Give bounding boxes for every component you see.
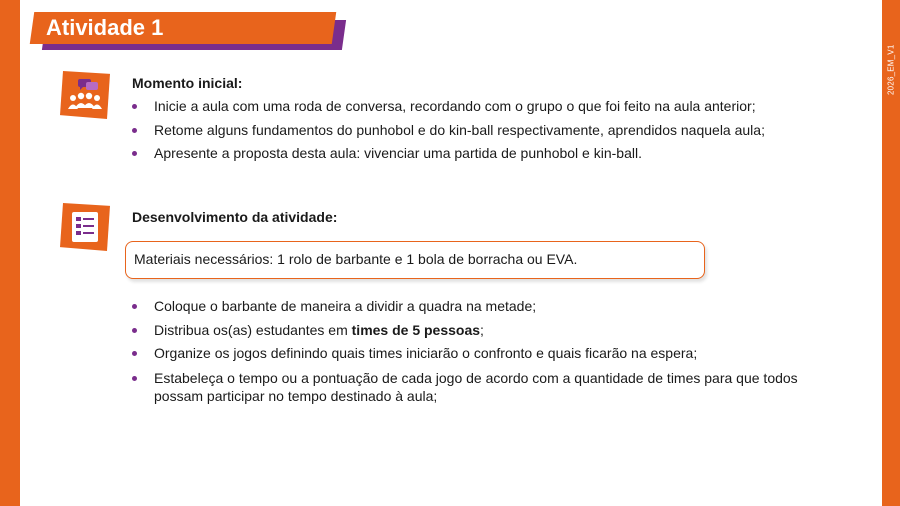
desenvolvimento-heading: Desenvolvimento da atividade: [132,209,338,225]
materials-text: Materiais necessários: 1 rolo de barbante e 1 bola de borracha ou EVA. [134,251,578,267]
bullet-dot [132,376,137,381]
list-item: Estabeleça o tempo ou a pontuação de cada jogo de acordo com a quantidade de times para que todos possam participar no tempo destinado à aula; [132,366,822,405]
bullet-dot [132,304,137,309]
momento-inicial-list [132,95,832,166]
title-banner [32,12,352,52]
bullet-dot [132,151,137,156]
list-item: Distribua os(as) estudantes em times de 5 pessoas; [132,319,822,343]
left-accent-bar [0,0,20,506]
group-chat-icon [60,71,110,119]
checklist-icon [60,203,110,251]
materials-box [125,241,705,279]
page-title: Atividade 1 [46,15,164,40]
list-item: Apresente a proposta desta aula: vivenciar uma partida de punhobol e kin-ball. [132,142,832,166]
list-item: Coloque o barbante de maneira a dividir a quadra na metade; [132,295,822,319]
bullet-dot [132,328,137,333]
list-item: Retome alguns fundamentos do punhobol e do kin-ball respectivamente, aprendidos naquela aula; [132,119,832,143]
desenvolvimento-list [132,295,822,405]
list-item: Organize os jogos definindo quais times iniciarão o confronto e quais ficarão na espera; [132,342,822,366]
bullet-dot [132,104,137,109]
list-item: Inicie a aula com uma roda de conversa, recordando com o grupo o que foi feito na aula anterior; [132,95,832,119]
bold-text: times de 5 pessoas [351,321,481,338]
bullet-dot [132,128,137,133]
document-code: 2026_EM_V1 [886,44,896,96]
bullet-dot [132,351,137,356]
momento-inicial-heading: Momento inicial: [132,75,243,91]
right-accent-bar [882,0,900,506]
